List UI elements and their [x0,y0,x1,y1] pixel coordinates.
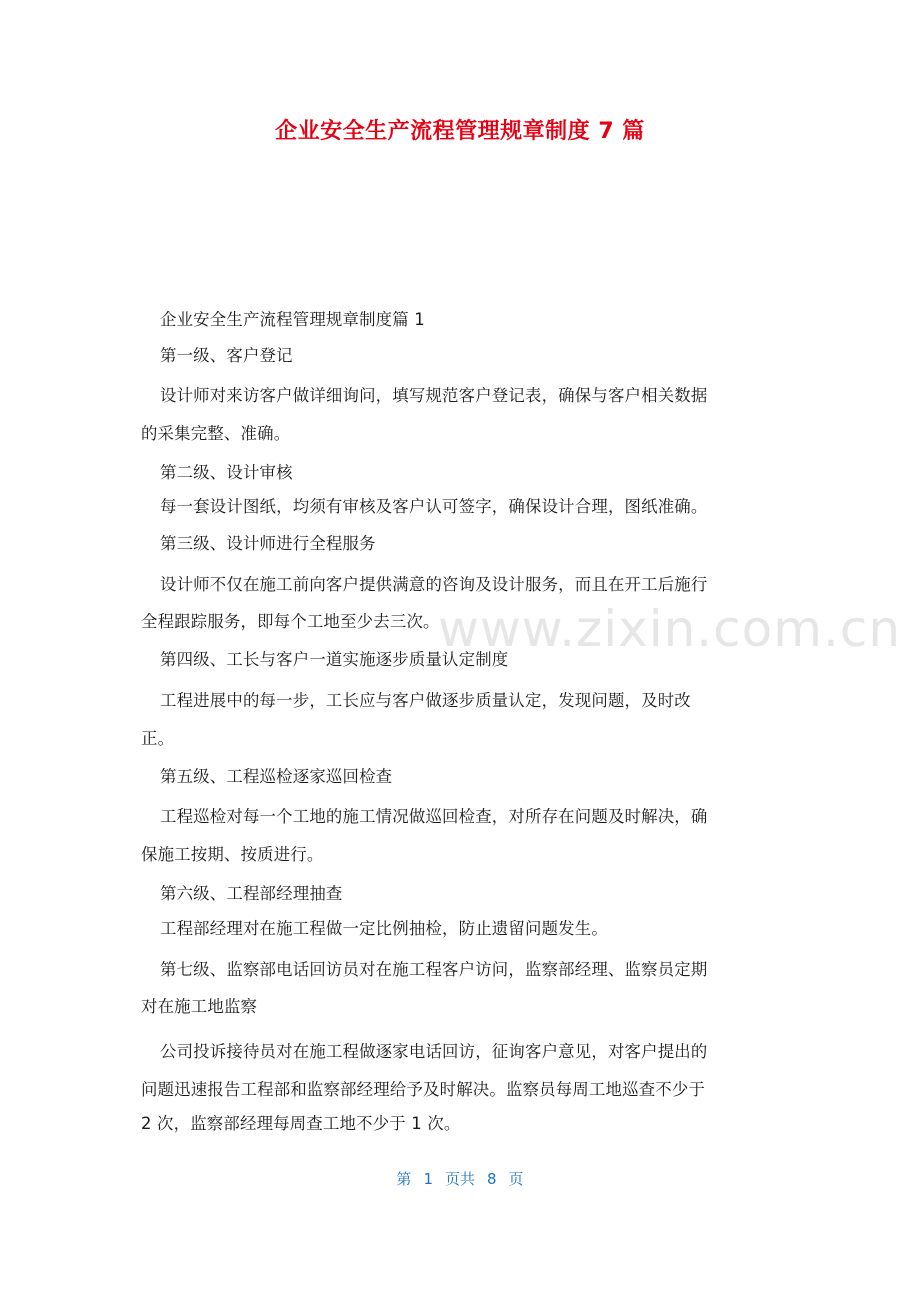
footer-page-prefix: 第 [396,1170,412,1188]
footer-page-suffix: 页 [508,1170,524,1188]
paragraph-line: 的采集完整、准确。 [141,424,291,443]
watermark: www.zixin.com.cn [438,600,902,658]
paragraph-line: 第五级、工程巡检逐家巡回检查 [160,767,393,786]
paragraph-line: 设计师对来访客户做详细询问，填写规范客户登记表，确保与客户相关数据 [160,386,708,405]
footer-page-middle: 页共 [444,1170,475,1188]
paragraph-line: 问题迅速报告工程部和监察部经理给予及时解决。监察员每周工地巡查不少于 [141,1080,706,1099]
paragraph-line: 保施工按期、按质进行。 [141,845,324,864]
paragraph-line: 第三级、设计师进行全程服务 [160,534,376,553]
paragraph-line: 第四级、工长与客户一道实施逐步质量认定制度 [160,650,509,669]
paragraph-line: 第六级、工程部经理抽查 [160,884,343,903]
paragraph-line: 2 次，监察部经理每周查工地不少于 1 次。 [141,1114,461,1133]
paragraph-line: 公司投诉接待员对在施工程做逐家电话回访，征询客户意见，对客户提出的 [160,1042,708,1061]
paragraph-line: 全程跟踪服务，即每个工地至少去三次。 [141,612,440,631]
page-title: 企业安全生产流程管理规章制度 7 篇 [275,119,645,144]
page-footer [0,1168,920,1189]
paragraph-line: 第七级、监察部电话回访员对在施工程客户访问，监察部经理、监察员定期 [160,960,708,979]
paragraph-line: 第二级、设计审核 [160,463,293,482]
footer-page-number: 1 [423,1170,433,1188]
paragraph-line: 设计师不仅在施工前向客户提供满意的咨询及设计服务，而且在开工后施行 [160,575,708,594]
footer-total-pages: 8 [487,1170,497,1188]
paragraph-line: 企业安全生产流程管理规章制度篇 1 [160,310,425,329]
paragraph-line: 工程进展中的每一步，工长应与客户做逐步质量认定，发现问题，及时改 [160,691,691,710]
paragraph-line: 每一套设计图纸，均须有审核及客户认可签字，确保设计合理，图纸准确。 [160,497,708,516]
paragraph-line: 工程巡检对每一个工地的施工情况做巡回检查，对所存在问题及时解决，确 [160,807,708,826]
paragraph-line: 正。 [141,729,175,748]
document-body [141,0,773,1302]
paragraph-line: 工程部经理对在施工程做一定比例抽检，防止遗留问题发生。 [160,919,608,938]
paragraph-line: 对在施工地监察 [141,997,258,1016]
paragraph-line: 第一级、客户登记 [160,346,293,365]
